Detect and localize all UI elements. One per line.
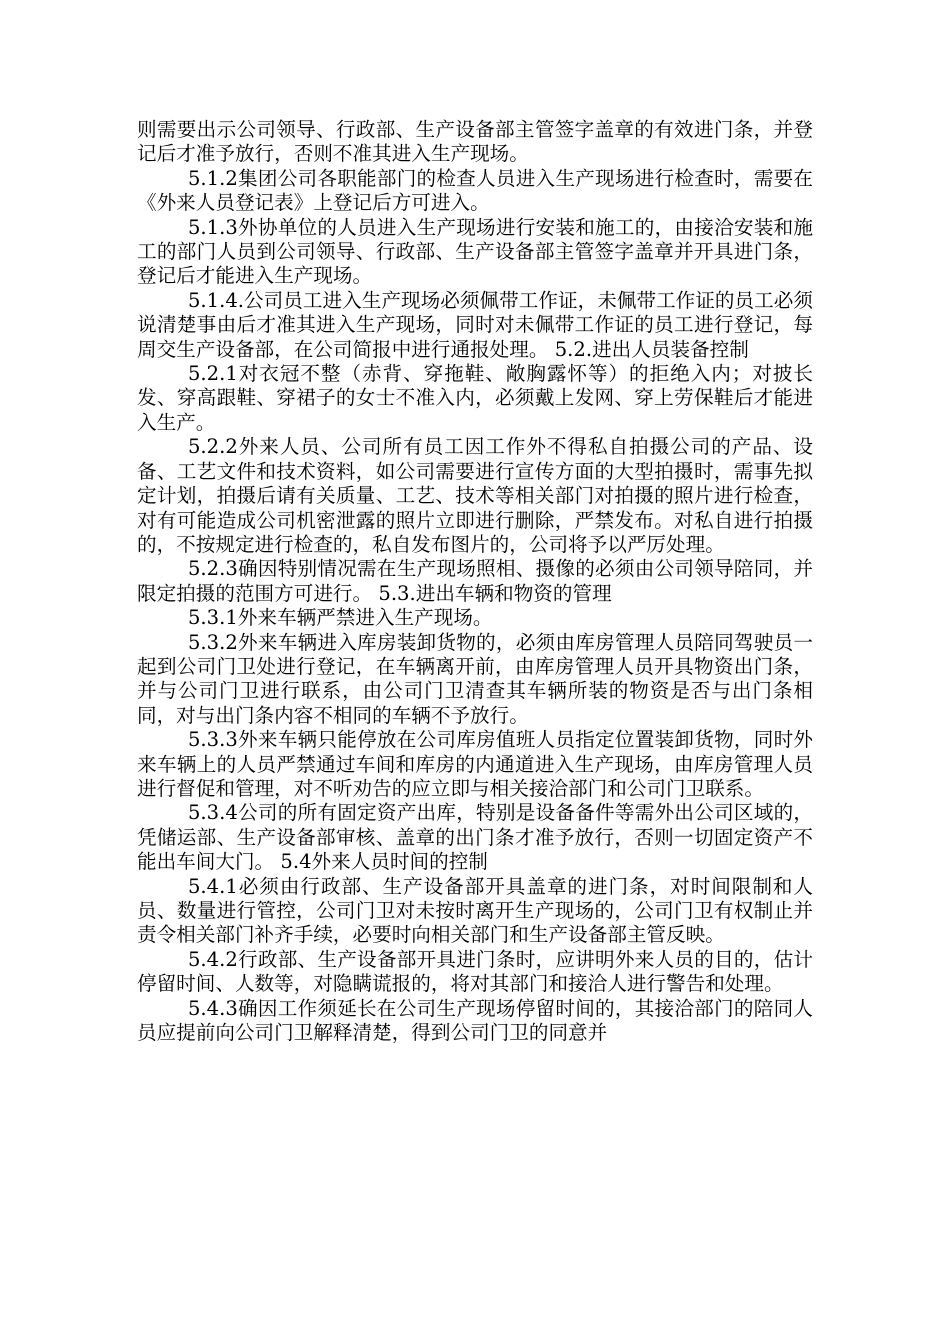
paragraph-5: 5.2.1对衣冠不整（赤背、穿拖鞋、敞胸露怀等）的拒绝入内；对披长发、穿高跟鞋、穿裙子的女士不准入内，必须戴上发网、穿上劳保鞋后才能进入生产。 bbox=[137, 362, 813, 434]
paragraph-3: 5.1.3外协单位的人员进入生产现场进行安装和施工的，由接洽安装和施工的部门人员到公司领导、行政部、生产设备部主管签字盖章并开具进门条，登记后才能进入生产现场。 bbox=[137, 215, 813, 288]
paragraph-8: 5.3.1外来车辆严禁进入生产现场。 bbox=[187, 606, 493, 630]
document-page bbox=[137, 118, 813, 1045]
paragraph-4: 5.1.4.公司员工进入生产现场必须佩带工作证，未佩带工作证的员工必须说清楚事由后才准其进入生产现场，同时对未佩带工作证的员工进行登记，每周交生产设备部，在公司简报中进行通报处理。 5.2.进出人员装备控制 bbox=[137, 288, 813, 361]
paragraph-14: 5.4.3确因工作须延长在公司生产现场停留时间的，其接洽部门的陪同人员应提前向公司门卫解释清楚，得到公司门卫的同意并 bbox=[137, 996, 813, 1045]
paragraph-1: 则需要出示公司领导、行政部、生产设备部主管签字盖章的有效进门条，并登记后才准予放行，否则不准其进入生产现场。 bbox=[137, 118, 813, 166]
paragraph-9: 5.3.2外来车辆进入库房装卸货物的，必须由库房管理人员陪同驾驶员一起到公司门卫处进行登记，在车辆离开前，由库房管理人员开具物资出门条，并与公司门卫进行联系，由公司门卫清查其车辆所装的物资是否与出门条相同，对与出门条内容不相同的车辆不予放行。 bbox=[137, 630, 813, 727]
paragraph-6: 5.2.2外来人员、公司所有员工因工作外不得私自拍摄公司的产品、设备、工艺文件和技术资料，如公司需要进行宣传方面的大型拍摄时，需事先拟定计划，拍摄后请有关质量、工艺、技术等相关部门对拍摄的照片进行检查，对有可能造成公司机密泄露的照片立即进行删除，严禁发布。对私自进行拍摄的，不按规定进行检查的，私自发布图片的，公司将予以严厉处理。 bbox=[137, 435, 813, 556]
paragraph-11: 5.3.4公司的所有固定资产出库，特别是设备备件等需外出公司区域的，凭储运部、生产设备部审核、盖章的出门条才准予放行，否则一切固定资产不能出车间大门。 5.4外来人员时间的控制 bbox=[137, 801, 813, 874]
paragraph-10: 5.3.3外来车辆只能停放在公司库房值班人员指定位置装卸货物，同时外来车辆上的人员严禁通过车间和库房的内通道进入生产现场，由库房管理人员进行督促和管理，对不听劝告的应立即与相关接洽部门和公司门卫联系。 bbox=[137, 728, 813, 800]
paragraph-2: 5.1.2集团公司各职能部门的检查人员进入生产现场进行检查时，需要在《外来人员登记表》上登记后方可进入。 bbox=[137, 166, 813, 215]
paragraph-13: 5.4.2行政部、生产设备部开具进门条时，应讲明外来人员的目的，估计停留时间、人数等，对隐瞒谎报的，将对其部门和接洽人进行警告和处理。 bbox=[137, 947, 813, 996]
paragraph-7: 5.2.3确因特别情况需在生产现场照相、摄像的必须由公司领导陪同，并限定拍摄的范围方可进行。 5.3.进出车辆和物资的管理 bbox=[137, 557, 813, 605]
paragraph-12: 5.4.1必须由行政部、生产设备部开具盖章的进门条，对时间限制和人员、数量进行管控，公司门卫对未按时离开生产现场的，公司门卫有权制止并责令相关部门补齐手续，必要时向相关部门和生产设备部主管反映。 bbox=[137, 874, 813, 947]
